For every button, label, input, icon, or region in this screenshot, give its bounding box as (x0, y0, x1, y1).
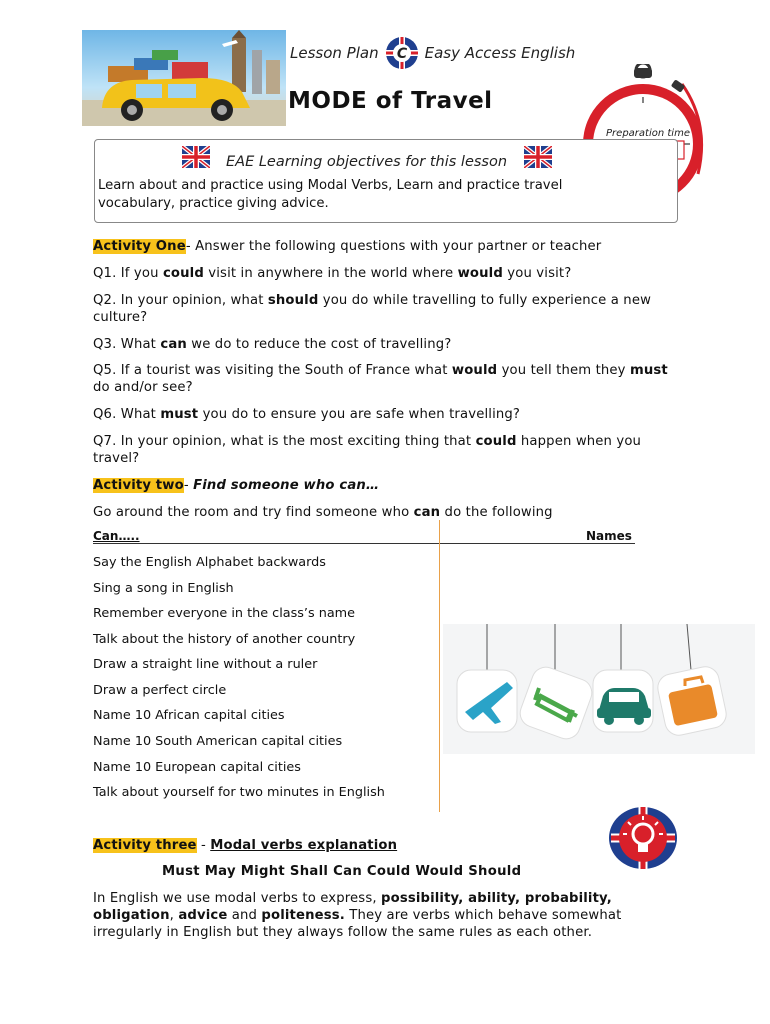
uk-flag-icon (182, 146, 210, 168)
activity-three-label: Activity three (93, 838, 197, 853)
activity-one-heading (93, 238, 601, 255)
list-item: Draw a straight line without a ruler (93, 657, 318, 672)
svg-text:C: C (396, 46, 407, 62)
list-item: Sing a song in English (93, 581, 234, 596)
activity-three-heading: Activity three - Modal verbs explanation (93, 838, 398, 853)
activity-three-subtitle: Modal verbs explanation (210, 838, 398, 853)
list-item: Name 10 European capital cities (93, 760, 301, 775)
activity-one-label: Activity One (93, 239, 186, 254)
list-item: Draw a perfect circle (93, 683, 227, 698)
bed-icon (516, 663, 595, 742)
question: Q5. If a tourist was visiting the South of France what would you tell them they must do and/or see? (93, 363, 668, 395)
list-item: Remember everyone in the class’s name (93, 606, 356, 621)
question: Q6. What must you do to ensure you are safe when travelling? (93, 407, 521, 422)
list-item: Talk about yourself for two minutes in English (93, 785, 385, 800)
question: Q3. What can we do to reduce the cost of travelling? (93, 337, 452, 352)
objectives-text: Learn about and practice using Modal Verbs, Learn and practice travel vocabulary, practice giving advice. (98, 178, 563, 211)
column-header-can: Can….. (93, 529, 140, 543)
easy-access-english-text: Easy Access English (424, 44, 576, 62)
lightbulb-icon (608, 806, 678, 870)
activity-two-heading: Activity two- Find someone who can… (93, 478, 380, 493)
prep-time-label: Preparation time (606, 128, 690, 139)
lesson-plan-text: Lesson Plan (290, 44, 379, 62)
column-header-names: Names (586, 529, 632, 543)
travel-car-image (82, 30, 286, 126)
activity-one-instruction: - Answer the following questions with your partner or teacher (185, 239, 602, 254)
suitcase-icon (655, 664, 729, 738)
page-title: MODE of Travel (288, 88, 493, 114)
list-item: Say the English Alphabet backwards (93, 555, 326, 570)
modal-verbs-list: Must May Might Shall Can Could Would Should (162, 864, 522, 879)
list-item: Name 10 South American capital cities (93, 734, 343, 749)
table-header-rule (93, 543, 635, 544)
airplane-icon (457, 670, 517, 732)
activity-two-label: Activity two (93, 478, 184, 493)
modal-verbs-explanation: In English we use modal verbs to express, possibility, ability, probability, obligation, advice and politeness. They are verbs which behave somewhat irregularly in English but they always follow the same rules as each other. (93, 891, 622, 940)
activity-two-subtitle: Find someone who can… (193, 478, 380, 493)
objectives-heading: EAE Learning objectives for this lesson (226, 154, 508, 170)
uk-flag-icon (524, 146, 552, 168)
list-item: Talk about the history of another country (93, 632, 356, 647)
car-icon (593, 670, 653, 732)
list-item: Name 10 African capital cities (93, 708, 285, 723)
question: Q7. In your opinion, what is the most exciting thing that could happen when you travel? (93, 434, 642, 466)
question: Q1. If you could visit in anywhere in the world where would you visit? (93, 266, 572, 281)
eae-logo-icon (385, 36, 419, 70)
activity-two-instruction: Go around the room and try find someone who can do the following (93, 505, 553, 520)
travel-tags-image (443, 624, 755, 754)
column-divider (439, 520, 440, 812)
question: Q2. In your opinion, what should you do while travelling to fully experience a new culture? (93, 293, 652, 325)
brand-header (290, 36, 575, 70)
